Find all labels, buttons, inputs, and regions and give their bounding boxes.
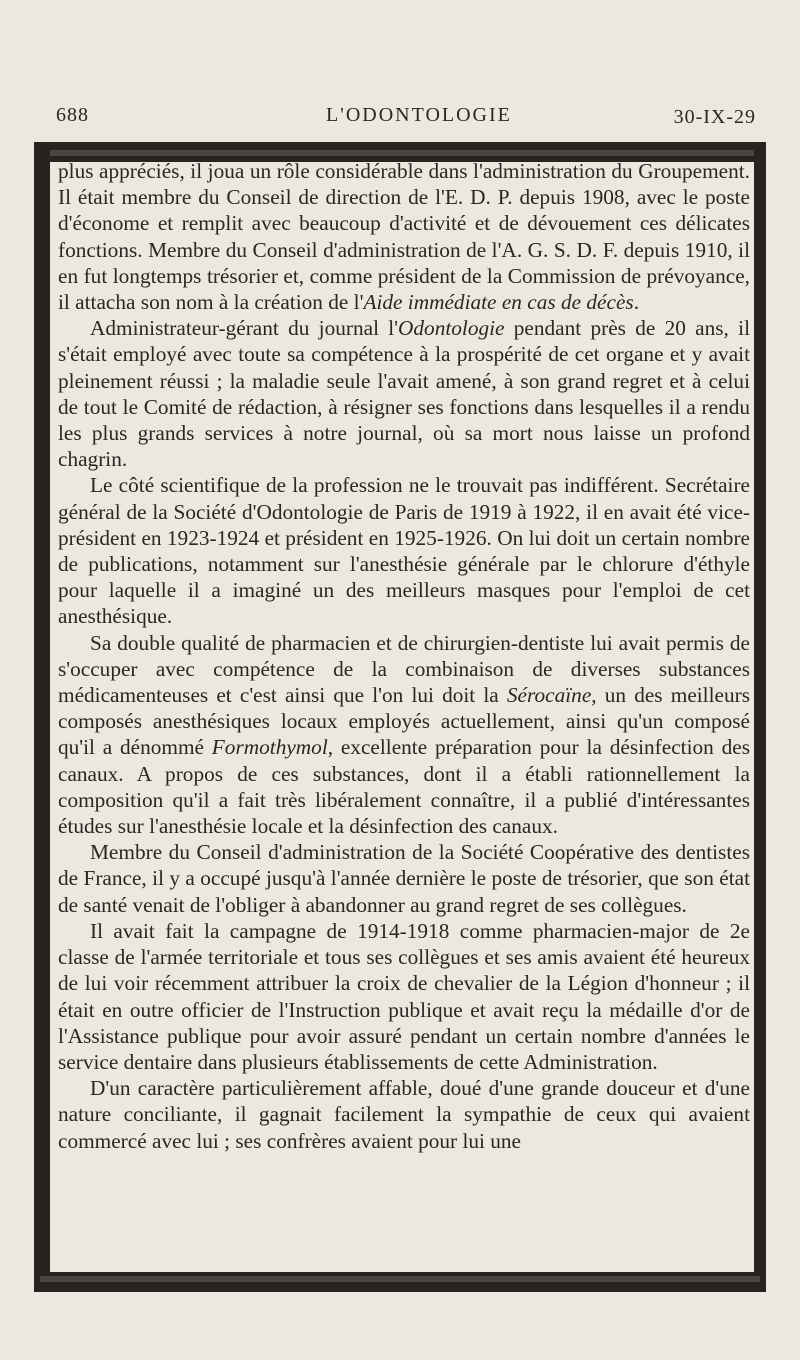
running-header <box>56 104 756 134</box>
page-number: 688 <box>56 104 89 126</box>
paragraph: Sa double qualité de pharmacien et de chirurgien-dentiste lui avait permis de s'occuper avec compétence de la combinaison de diverses substances médicamenteuses et c'est ainsi que l'on lui doit la Sérocaïne, un des meilleurs composés anesthésiques locaux employés actuellement, ainsi qu'un composé qu'il a dénommé Formothymol, excellente préparation pour la désinfection des canaux. A propos de ces substances, dont il a établi rationnellement la composition qu'il a fait très libéralement connaître, il a publié d'intéressantes études sur l'anesthésie locale et la désinfection des canaux. <box>58 630 750 839</box>
paragraph: Le côté scientifique de la profession ne le trouvait pas indifférent. Secrétaire général de la Société d'Odontologie de Paris de 1919 à 1922, il en avait été vice-président en 1923-1924 et président en 1925-1926. On lui doit un certain nombre de publications, notamment sur l'anesthésie générale par le chlorure d'éthyle pour laquelle il a imaginé un des meilleurs masques pour l'emploi de cet anesthésique. <box>58 473 750 629</box>
mourning-border-right <box>754 142 766 1292</box>
mourning-border-left <box>34 142 50 1292</box>
obituary-text <box>58 158 750 1154</box>
issue-date: 30-IX-29 <box>673 106 756 128</box>
mourning-border-top-inner <box>40 150 760 156</box>
paragraph: D'un caractère particulièrement affable, doué d'une grande douceur et d'une nature conciliante, il gagnait facilement la sympathie de ceux qui avaient commercé avec lui ; ses confrères avaient pour lui une <box>58 1076 750 1153</box>
mourning-border-bottom <box>34 1272 766 1292</box>
journal-title: L'ODONTOLOGIE <box>326 104 512 126</box>
paragraph: Administrateur-gérant du journal l'Odontologie pendant près de 20 ans, il s'était employé avec toute sa compétence à la prospérité de cet organe et y avait pleinement réussi ; la maladie seule l'avait amené, à son grand regret et à celui de tout le Comité de rédaction, à résigner ses fonctions dans lesquelles il a rendu les plus grands services à notre journal, où sa mort nous laisse un profond chagrin. <box>58 316 750 472</box>
paragraph: plus appréciés, il joua un rôle considérable dans l'administration du Groupement. Il était membre du Conseil de direction de l'E. D. P. depuis 1908, avec le poste d'économe et remplit avec beaucoup d'activité et de dévouement ces délicates fonctions. Membre du Conseil d'administration de l'A. G. S. D. F. depuis 1910, il en fut longtemps trésorier et, comme président de la Commission de prévoyance, il attacha son nom à la création de l'Aide immédiate en cas de décès. <box>58 159 750 315</box>
paragraph: Il avait fait la campagne de 1914-1918 comme pharmacien-major de 2e classe de l'armée territoriale et tous ses collègues et ses amis avaient été heureux de lui voir récemment attribuer la croix de chevalier de la Légion d'honneur ; il était en outre officier de l'Instruction publique et avait reçu la médaille d'or de l'Assistance publique pour avoir assuré pendant un certain nombre d'années le service dentaire dans plusieurs établissements de cette Administration. <box>58 918 750 1074</box>
paragraph: Membre du Conseil d'administration de la Société Coopérative des dentistes de France, il y a occupé jusqu'à l'année dernière le poste de trésorier, que son état de santé venait de l'obliger à abandonner au grand regret de ses collègues. <box>58 840 750 917</box>
mourning-border-bottom-inner <box>40 1276 760 1282</box>
